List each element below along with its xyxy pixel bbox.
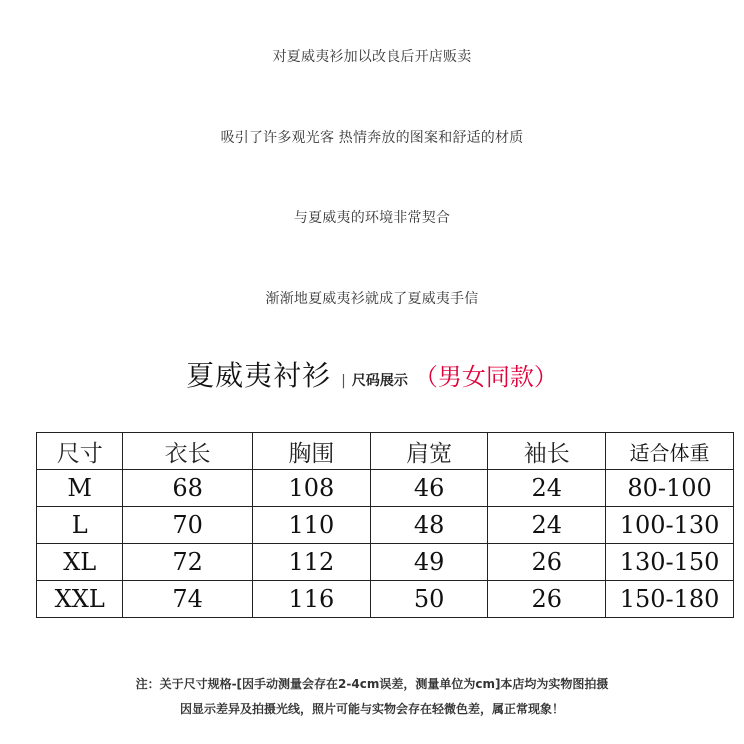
size-table bbox=[36, 432, 734, 618]
cell-sleeve: 24 bbox=[488, 470, 606, 507]
size-chart-title bbox=[0, 354, 744, 394]
cell-sleeve: 26 bbox=[488, 544, 606, 581]
cell-size: XXL bbox=[37, 581, 123, 617]
cell-chest: 116 bbox=[253, 581, 371, 617]
header-weight: 适合体重 bbox=[606, 433, 733, 470]
product-title: 夏威夷衬衫 bbox=[186, 359, 332, 392]
cell-chest: 110 bbox=[253, 507, 371, 544]
cell-size: L bbox=[37, 507, 123, 544]
header-shoulder: 肩宽 bbox=[371, 433, 489, 470]
cell-chest: 112 bbox=[253, 544, 371, 581]
table-row bbox=[37, 507, 733, 544]
title-separator: | bbox=[341, 373, 346, 389]
cell-length: 74 bbox=[123, 581, 252, 617]
intro-line-2: 吸引了许多观光客 热情奔放的图案和舒适的材质 bbox=[220, 130, 524, 146]
cell-weight: 100-130 bbox=[606, 507, 733, 544]
cell-weight: 150-180 bbox=[619, 585, 720, 613]
table-row bbox=[37, 581, 733, 617]
cell-shoulder: 48 bbox=[371, 507, 489, 544]
cell-chest: 108 bbox=[253, 470, 371, 507]
table-row bbox=[37, 470, 733, 507]
header-size: 尺寸 bbox=[37, 433, 123, 470]
intro-line-1: 对夏威夷衫加以改良后开店贩卖 bbox=[272, 49, 472, 65]
measurement-note: 注：关于尺寸规格-[因手动测量会存在2-4cm误差，测量单位为cm]本店均为实物图拍摄 bbox=[135, 677, 609, 691]
cell-shoulder: 46 bbox=[371, 470, 489, 507]
intro-line-4: 渐渐地夏威夷衫就成了夏威夷手信 bbox=[265, 291, 479, 307]
unisex-label: （男女同款） bbox=[413, 363, 558, 391]
cell-length: 68 bbox=[123, 470, 252, 507]
cell-length: 72 bbox=[123, 544, 252, 581]
cell-shoulder: 50 bbox=[371, 581, 489, 617]
cell-weight: 80-100 bbox=[606, 470, 733, 507]
table-row bbox=[37, 544, 733, 581]
cell-length: 70 bbox=[123, 507, 252, 544]
color-difference-note: 因显示差异及拍摄光线，照片可能与实物会存在轻微色差，属正常现象！ bbox=[179, 702, 564, 716]
cell-weight: 130-150 bbox=[606, 544, 733, 581]
header-chest: 胸围 bbox=[253, 433, 371, 470]
intro-line-3: 与夏威夷的环境非常契合 bbox=[293, 210, 451, 226]
cell-size: M bbox=[37, 470, 123, 507]
header-length: 衣长 bbox=[123, 433, 252, 470]
size-display-label: 尺码展示 bbox=[351, 373, 408, 389]
cell-size: XL bbox=[37, 544, 123, 581]
cell-shoulder: 49 bbox=[371, 544, 489, 581]
cell-sleeve: 26 bbox=[488, 581, 606, 617]
table-header-row bbox=[37, 433, 733, 470]
cell-sleeve: 24 bbox=[488, 507, 606, 544]
header-sleeve: 袖长 bbox=[488, 433, 606, 470]
